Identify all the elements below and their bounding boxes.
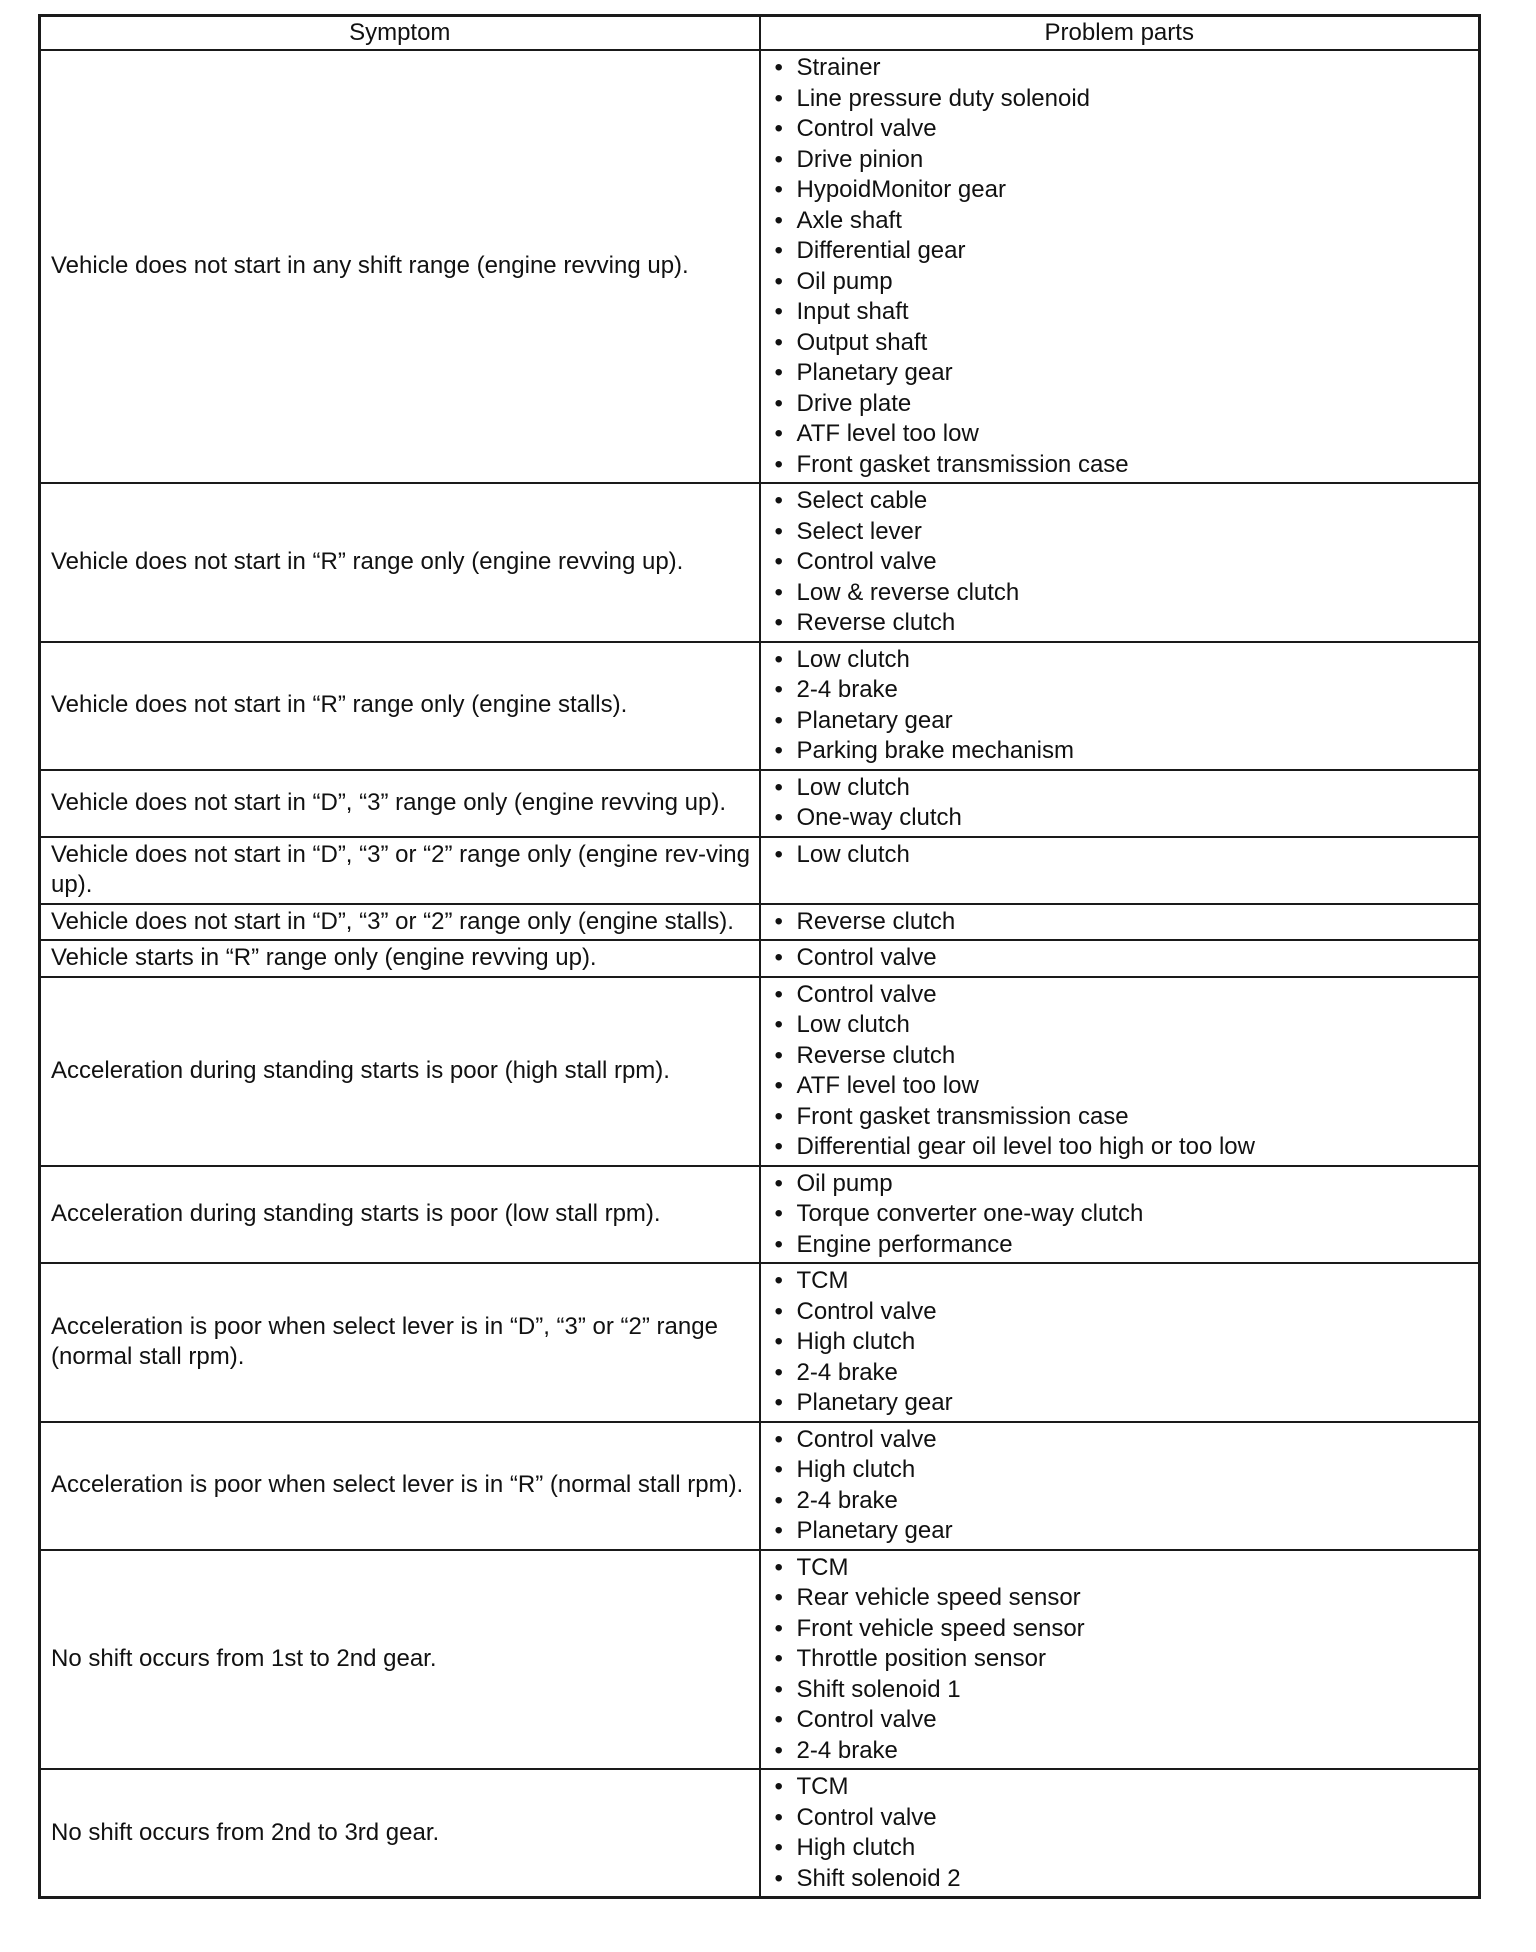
problem-parts-cell — [760, 1166, 1480, 1264]
problem-part-item: • High clutch — [769, 1833, 1471, 1864]
problem-part-item: • Rear vehicle speed sensor — [769, 1583, 1471, 1614]
problem-part-item: • HypoidMonitor gear — [769, 175, 1471, 206]
problem-part-item: • Output shaft — [769, 328, 1471, 359]
symptom-text: Vehicle starts in “R” range only (engine revving up). — [51, 944, 597, 971]
problem-part-item: • Oil pump — [769, 267, 1471, 298]
problem-part-item: • Control valve — [769, 547, 1471, 578]
problem-part-item: • High clutch — [769, 1327, 1471, 1358]
problem-parts-cell — [760, 770, 1480, 837]
problem-part-item: • Reverse clutch — [769, 1041, 1471, 1072]
problem-parts-list — [769, 1553, 1471, 1767]
problem-part-item: • Low & reverse clutch — [769, 578, 1471, 609]
problem-part-item: • Reverse clutch — [769, 608, 1471, 639]
problem-parts-list — [769, 840, 1471, 871]
symptom-text: Vehicle does not start in any shift range (engine revving up). — [51, 252, 689, 280]
problem-part-item: • High clutch — [769, 1455, 1471, 1486]
problem-part-item: • Drive plate — [769, 389, 1471, 420]
problem-part-item: • Select lever — [769, 517, 1471, 548]
symptom-cell — [40, 904, 760, 941]
problem-part-item: • Line pressure duty solenoid — [769, 84, 1471, 115]
problem-part-item: • Control valve — [769, 943, 1471, 974]
table-row — [40, 1769, 1480, 1898]
problem-part-item: • Planetary gear — [769, 1516, 1471, 1547]
problem-parts-cell — [760, 642, 1480, 770]
problem-part-item: • Low clutch — [769, 1010, 1471, 1041]
problem-part-item: • One-way clutch — [769, 803, 1471, 834]
problem-part-item: • Drive pinion — [769, 145, 1471, 176]
problem-part-item: • Throttle position sensor — [769, 1644, 1471, 1675]
problem-parts-list — [769, 1169, 1471, 1261]
problem-parts-list — [769, 1425, 1471, 1547]
problem-part-item: • Select cable — [769, 486, 1471, 517]
table-row — [40, 940, 1480, 977]
problem-part-item: • Shift solenoid 2 — [769, 1864, 1471, 1895]
symptom-cell — [40, 1166, 760, 1264]
table-row — [40, 483, 1480, 642]
table-body — [40, 50, 1480, 1898]
problem-part-item: • Control valve — [769, 1297, 1471, 1328]
problem-part-item: • Control valve — [769, 114, 1471, 145]
problem-part-item: • Front gasket transmission case — [769, 450, 1471, 481]
problem-parts-list — [769, 645, 1471, 767]
problem-part-item: • ATF level too low — [769, 1071, 1471, 1102]
problem-part-item: • Differential gear oil level too high or too low — [769, 1132, 1471, 1163]
symptom-cell — [40, 837, 760, 904]
problem-parts-cell — [760, 50, 1480, 483]
problem-parts-list — [769, 486, 1471, 639]
problem-part-item: • Engine performance — [769, 1230, 1471, 1261]
problem-part-item: • Input shaft — [769, 297, 1471, 328]
symptom-cell — [40, 1550, 760, 1770]
problem-part-item: • ATF level too low — [769, 419, 1471, 450]
table-row — [40, 642, 1480, 770]
symptom-text: No shift occurs from 1st to 2nd gear. — [51, 1645, 437, 1672]
problem-part-item: • Planetary gear — [769, 358, 1471, 389]
problem-parts-column-header: Problem parts — [760, 16, 1480, 51]
symptom-cell — [40, 770, 760, 837]
symptom-text: Vehicle does not start in “R” range only (engine stalls). — [51, 691, 628, 719]
problem-parts-cell — [760, 1550, 1480, 1770]
symptom-text: Vehicle does not start in “D”, “3” range only (engine revving up). — [51, 788, 727, 816]
problem-parts-list — [769, 53, 1471, 480]
table-row — [40, 50, 1480, 483]
symptom-cell — [40, 977, 760, 1166]
problem-parts-cell — [760, 904, 1480, 941]
problem-parts-cell — [760, 940, 1480, 977]
table-row — [40, 837, 1480, 904]
problem-part-item: • Control valve — [769, 1705, 1471, 1736]
symptom-text: Vehicle does not start in “R” range only (engine revving up). — [51, 548, 684, 575]
problem-part-item: • 2-4 brake — [769, 1358, 1471, 1389]
table-row — [40, 1550, 1480, 1770]
table-row — [40, 1166, 1480, 1264]
problem-part-item: • Control valve — [769, 1803, 1471, 1834]
problem-parts-list — [769, 1266, 1471, 1419]
problem-parts-cell — [760, 837, 1480, 904]
symptom-text: Vehicle does not start in “D”, “3” or “2” range only (engine rev-ving up). — [51, 840, 750, 898]
problem-part-item: • Differential gear — [769, 236, 1471, 267]
problem-parts-list — [769, 980, 1471, 1163]
problem-part-item: • Low clutch — [769, 645, 1471, 676]
problem-part-item: • TCM — [769, 1266, 1471, 1297]
problem-part-item: • Oil pump — [769, 1169, 1471, 1200]
problem-part-item: • Strainer — [769, 53, 1471, 84]
symptom-text: Acceleration is poor when select lever is in “R” (normal stall rpm). — [51, 1471, 744, 1499]
problem-part-item: • Parking brake mechanism — [769, 736, 1471, 767]
symptom-text: Vehicle does not start in “D”, “3” or “2” range only (engine stalls). — [51, 907, 734, 935]
symptom-cell — [40, 1769, 760, 1898]
problem-part-item: • 2-4 brake — [769, 675, 1471, 706]
problem-parts-list — [769, 943, 1471, 974]
symptom-cell — [40, 483, 760, 642]
problem-parts-list — [769, 773, 1471, 834]
table-row — [40, 904, 1480, 941]
symptom-cell — [40, 1422, 760, 1550]
problem-part-item: • Low clutch — [769, 840, 1471, 871]
symptom-column-header: Symptom — [40, 16, 760, 51]
symptom-cell — [40, 1263, 760, 1422]
symptom-cell — [40, 642, 760, 770]
problem-parts-cell — [760, 483, 1480, 642]
symptom-text: Acceleration during standing starts is poor (high stall rpm). — [51, 1056, 670, 1084]
symptom-cell — [40, 940, 760, 977]
symptom-text: Acceleration during standing starts is poor (low stall rpm). — [51, 1200, 661, 1227]
problem-part-item: • Low clutch — [769, 773, 1471, 804]
problem-part-item: • Axle shaft — [769, 206, 1471, 237]
table-row — [40, 977, 1480, 1166]
problem-part-item: • Front gasket transmission case — [769, 1102, 1471, 1133]
problem-part-item: • 2-4 brake — [769, 1486, 1471, 1517]
problem-part-item: • TCM — [769, 1553, 1471, 1584]
problem-part-item: • Control valve — [769, 980, 1471, 1011]
symptom-text: Acceleration is poor when select lever is in “D”, “3” or “2” range (normal stall rpm). — [51, 1312, 718, 1371]
problem-parts-cell — [760, 1769, 1480, 1898]
symptom-text: No shift occurs from 2nd to 3rd gear. — [51, 1818, 440, 1846]
problem-part-item: • Control valve — [769, 1425, 1471, 1456]
problem-part-item: • TCM — [769, 1772, 1471, 1803]
problem-part-item: • Torque converter one-way clutch — [769, 1199, 1471, 1230]
header-row — [40, 16, 1480, 51]
symptom-parts-table — [38, 14, 1481, 1899]
problem-part-item: • Shift solenoid 1 — [769, 1675, 1471, 1706]
problem-part-item: • 2-4 brake — [769, 1736, 1471, 1767]
problem-parts-list — [769, 1772, 1471, 1894]
problem-part-item: • Planetary gear — [769, 706, 1471, 737]
problem-parts-cell — [760, 1263, 1480, 1422]
problem-parts-cell — [760, 977, 1480, 1166]
table-row — [40, 1422, 1480, 1550]
problem-parts-list — [769, 907, 1471, 938]
table-row — [40, 770, 1480, 837]
problem-part-item: • Reverse clutch — [769, 907, 1471, 938]
problem-parts-cell — [760, 1422, 1480, 1550]
problem-part-item: • Planetary gear — [769, 1388, 1471, 1419]
problem-part-item: • Front vehicle speed sensor — [769, 1614, 1471, 1645]
table-row — [40, 1263, 1480, 1422]
symptom-cell — [40, 50, 760, 483]
